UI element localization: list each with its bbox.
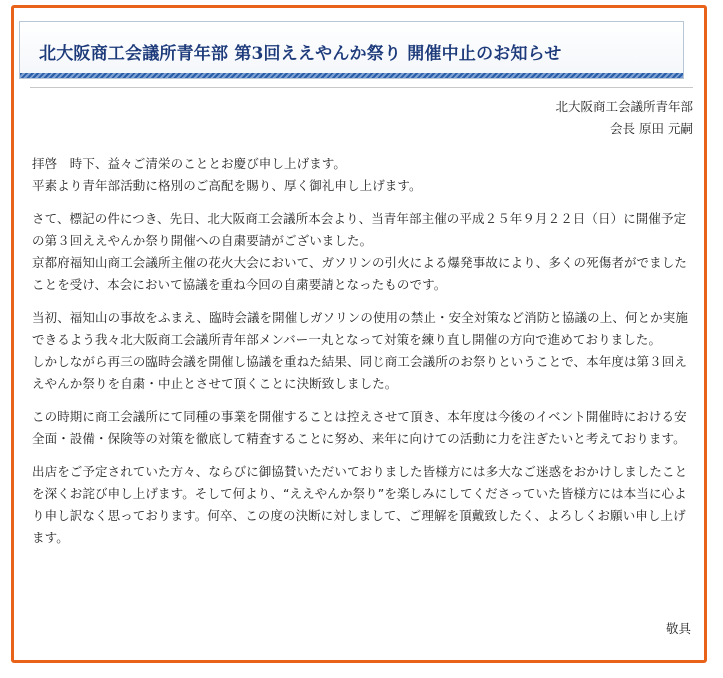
sender-organization: 北大阪商工会議所青年部 bbox=[555, 99, 693, 114]
paragraph-line: 拝啓 時下、益々ご清栄のこととお慶び申し上げます。 bbox=[32, 156, 347, 171]
notice-body bbox=[32, 153, 692, 560]
sender-signatory: 会長 原田 元嗣 bbox=[610, 121, 693, 136]
paragraph-line: この時期に商工会議所にて同種の事業を開催することは控えさせて頂き、本年度は今後のイベント開催時における安全面・設備・保険等の対策を徹底して精査することに努め、来年に向けての活動に力を注ぎたいと考えております。 bbox=[32, 409, 687, 446]
paragraph-greeting bbox=[32, 153, 692, 197]
title-stripe bbox=[20, 73, 683, 78]
divider bbox=[30, 87, 693, 88]
paragraph-line: 平素より青年部活動に格別のご高配を賜り、厚く御礼申し上げます。 bbox=[32, 178, 422, 193]
closing-salutation: 敬具 bbox=[665, 621, 691, 636]
paragraph-line: 当初、福知山の事故をふまえ、臨時会議を開催しガソリンの使用の禁止・安全対策など消防と協議の上、何とか実施できるよう我々北大阪商工会議所青年部メンバー一丸となって対策を練り直し開催の方向で進めておりました。 bbox=[32, 310, 688, 347]
paragraph-line: しかしながら再三の臨時会議を開催し協議を重ねた結果、同じ商工会議所のお祭りということで、本年度は第３回ええやんか祭りを自粛・中止とさせて頂くことに決断致しました。 bbox=[32, 354, 687, 391]
paragraph-plans bbox=[32, 406, 692, 450]
paragraph-line: さて、標記の件につき、先日、北大阪商工会議所本会より、当青年部主催の平成２５年９月２２日（日）に開催予定の第３回ええやんか祭り開催への自粛要請がございました。 bbox=[32, 211, 687, 248]
page-title: 北大阪商工会議所青年部 第3回ええやんか祭り 開催中止のお知らせ bbox=[39, 44, 562, 64]
paragraph-request bbox=[32, 208, 692, 296]
paragraph-decision bbox=[32, 307, 692, 395]
sender-block bbox=[555, 96, 693, 140]
paragraph-apology bbox=[32, 461, 692, 549]
title-banner bbox=[19, 21, 684, 79]
paragraph-line: 京都府福知山商工会議所主催の花火大会において、ガソリンの引火による爆発事故により、多くの死傷者がでましたことを受け、本会において協議を重ね今回の自粛要請となったものです。 bbox=[32, 255, 687, 292]
paragraph-line: 出店をご予定されていた方々、ならびに御協賛いただいておりました皆様方には多大なご迷惑をおかけしましたことを深くお詫び申し上げます。そして何より、“ええやんか祭り”を楽しみにしてくださっていた皆様方には本当に心より申し訳なく思っております。何卒、この度の決断に対しまして、ご理解を頂戴致したく、よろしくお願い申し上げます。 bbox=[32, 464, 688, 545]
